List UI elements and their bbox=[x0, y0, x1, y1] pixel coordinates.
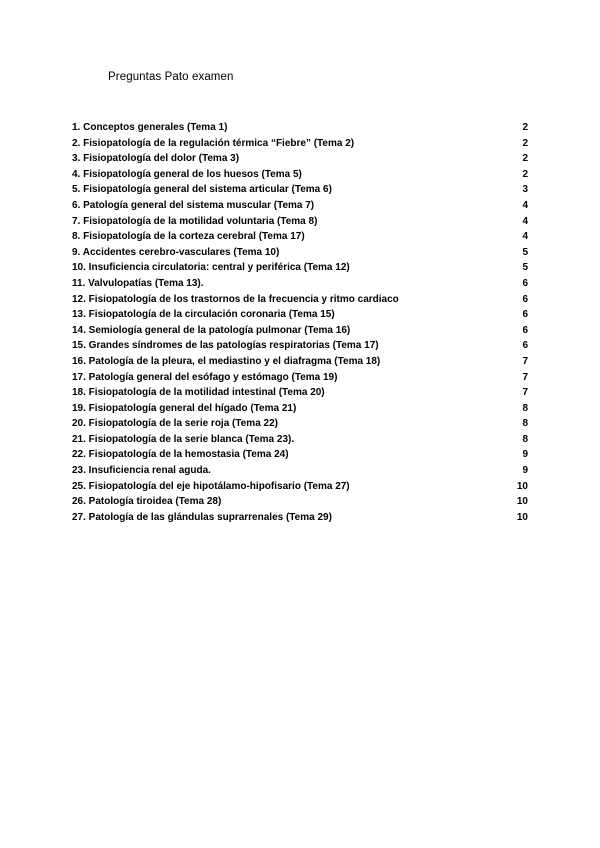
toc-entry-page-number: 10 bbox=[516, 511, 528, 523]
toc-entry-page-number: 2 bbox=[522, 168, 528, 180]
toc-entry-title: 27. Patología de las glándulas suprarrenales (Tema 29) bbox=[72, 511, 332, 523]
toc-entry-page-number: 5 bbox=[522, 262, 528, 274]
toc-entry[interactable] bbox=[72, 463, 528, 479]
toc-entry-page-number: 4 bbox=[522, 199, 528, 211]
toc-entry-title: 6. Patología general del sistema muscular (Tema 7) bbox=[72, 199, 315, 211]
toc-entry[interactable] bbox=[72, 214, 528, 230]
toc-entry-page-number: 10 bbox=[516, 496, 528, 508]
toc-entry-page-number: 7 bbox=[522, 387, 528, 399]
toc-entry-title: 23. Insuficiencia renal aguda. bbox=[72, 465, 211, 477]
toc-entry[interactable] bbox=[72, 510, 528, 526]
toc-entry-page-number: 8 bbox=[522, 418, 528, 430]
toc-entry-title: 26. Patología tiroidea (Tema 28) bbox=[72, 496, 222, 508]
toc-entry[interactable] bbox=[72, 385, 528, 401]
toc-entry-title: 10. Insuficiencia circulatoria: central y periférica (Tema 12) bbox=[72, 262, 350, 274]
toc-entry[interactable] bbox=[72, 260, 528, 276]
toc-entry[interactable] bbox=[72, 151, 528, 167]
toc-entry-title: 20. Fisiopatología de la serie roja (Tema 22) bbox=[72, 418, 278, 430]
toc-entry[interactable] bbox=[72, 198, 528, 214]
toc-entry[interactable] bbox=[72, 167, 528, 183]
toc-entry[interactable] bbox=[72, 432, 528, 448]
toc-entry-page-number: 6 bbox=[522, 277, 528, 289]
table-of-contents bbox=[72, 120, 528, 525]
toc-entry[interactable] bbox=[72, 323, 528, 339]
toc-entry-title: 25. Fisiopatología del eje hipotálamo-hipofisario (Tema 27) bbox=[72, 480, 350, 492]
toc-entry[interactable] bbox=[72, 447, 528, 463]
toc-entry-page-number: 6 bbox=[522, 340, 528, 352]
toc-entry-page-number: 8 bbox=[522, 402, 528, 414]
toc-entry-title: 5. Fisiopatología general del sistema articular (Tema 6) bbox=[72, 184, 332, 196]
toc-entry[interactable] bbox=[72, 292, 528, 308]
toc-entry[interactable] bbox=[72, 338, 528, 354]
toc-entry-page-number: 8 bbox=[522, 433, 528, 445]
toc-entry-page-number: 9 bbox=[522, 449, 528, 461]
toc-entry-page-number: 2 bbox=[522, 153, 528, 165]
toc-entry[interactable] bbox=[72, 401, 528, 417]
toc-entry-title: 4. Fisiopatología general de los huesos (Tema 5) bbox=[72, 168, 302, 180]
toc-entry-title: 14. Semiología general de la patología pulmonar (Tema 16) bbox=[72, 324, 351, 336]
toc-entry-title: 7. Fisiopatología de la motilidad voluntaria (Tema 8) bbox=[72, 215, 318, 227]
toc-entry-page-number: 10 bbox=[516, 480, 528, 492]
toc-entry-page-number: 4 bbox=[522, 215, 528, 227]
toc-entry[interactable] bbox=[72, 370, 528, 386]
toc-entry-title: 8. Fisiopatología de la corteza cerebral (Tema 17) bbox=[72, 231, 305, 243]
toc-entry-page-number: 7 bbox=[522, 355, 528, 367]
toc-entry-title: 17. Patología general del esófago y estómago (Tema 19) bbox=[72, 371, 338, 383]
toc-entry-title: 9. Accidentes cerebro-vasculares (Tema 10) bbox=[72, 246, 280, 258]
toc-entry[interactable] bbox=[72, 229, 528, 245]
toc-entry[interactable] bbox=[72, 136, 528, 152]
toc-entry[interactable] bbox=[72, 307, 528, 323]
toc-entry-page-number: 4 bbox=[522, 231, 528, 243]
toc-entry[interactable] bbox=[72, 354, 528, 370]
toc-entry[interactable] bbox=[72, 479, 528, 495]
toc-entry-page-number: 6 bbox=[522, 293, 528, 305]
toc-entry-title: 11. Valvulopatías (Tema 13). bbox=[72, 277, 204, 289]
toc-entry[interactable] bbox=[72, 276, 528, 292]
toc-entry-page-number: 2 bbox=[522, 137, 528, 149]
toc-entry-title: 19. Fisiopatología general del hígado (Tema 21) bbox=[72, 402, 297, 414]
toc-entry-title: 1. Conceptos generales (Tema 1) bbox=[72, 122, 228, 133]
toc-entry[interactable] bbox=[72, 416, 528, 432]
toc-entry-title: 16. Patología de la pleura, el mediastino y el diafragma (Tema 18) bbox=[72, 355, 381, 367]
toc-entry[interactable] bbox=[72, 494, 528, 510]
toc-entry-page-number: 2 bbox=[522, 122, 528, 133]
toc-entry-page-number: 9 bbox=[522, 465, 528, 477]
toc-entry-title: 15. Grandes síndromes de las patologías respiratorias (Tema 17) bbox=[72, 340, 379, 352]
toc-entry-page-number: 5 bbox=[522, 246, 528, 258]
document-title: Preguntas Pato examen bbox=[108, 71, 234, 83]
toc-entry-title: 13. Fisiopatología de la circulación coronaria (Tema 15) bbox=[72, 309, 335, 321]
toc-entry-title: 21. Fisiopatología de la serie blanca (Tema 23). bbox=[72, 433, 295, 445]
toc-entry-title: 3. Fisiopatología del dolor (Tema 3) bbox=[72, 153, 240, 165]
toc-entry[interactable] bbox=[72, 182, 528, 198]
toc-entry-page-number: 3 bbox=[522, 184, 528, 196]
toc-entry-page-number: 6 bbox=[522, 309, 528, 321]
toc-entry-title: 18. Fisiopatología de la motilidad intestinal (Tema 20) bbox=[72, 387, 325, 399]
toc-entry-page-number: 7 bbox=[522, 371, 528, 383]
toc-entry[interactable] bbox=[72, 120, 528, 136]
toc-entry-title: 22. Fisiopatología de la hemostasia (Tema 24) bbox=[72, 449, 289, 461]
toc-entry[interactable] bbox=[72, 245, 528, 261]
toc-entry-title: 12. Fisiopatología de los trastornos de la frecuencia y ritmo cardiaco bbox=[72, 293, 399, 305]
toc-entry-title: 2. Fisiopatología de la regulación térmica “Fiebre” (Tema 2) bbox=[72, 137, 355, 149]
toc-entry-page-number: 6 bbox=[522, 324, 528, 336]
